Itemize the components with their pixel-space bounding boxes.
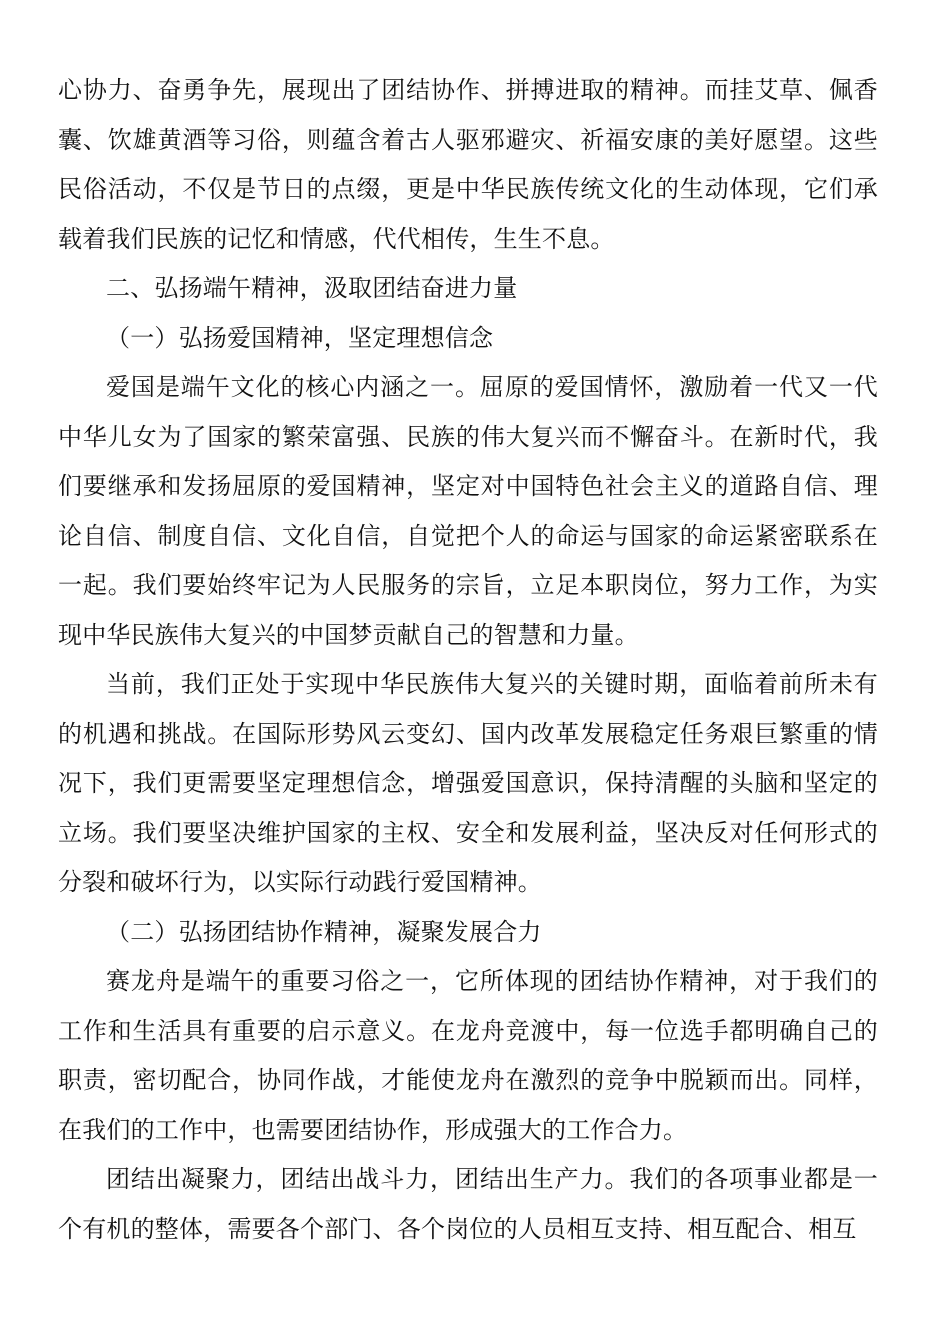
body-paragraph: 当前，我们正处于实现中华民族伟大复兴的关键时期，面临着前所未有的机遇和挑战。在国际形势风云变幻、国内改革发展稳定任务艰巨繁重的情况下，我们更需要坚定理想信念，增强爱国意识，保持清醒的头脑和坚定的立场。我们要坚决维护国家的主权、安全和发展利益，坚决反对任何形式的分裂和破坏行为，以实际行动践行爱国精神。 <box>58 670 878 896</box>
body-paragraph-continuation: 心协力、奋勇争先，展现出了团结协作、拼搏进取的精神。而挂艾草、佩香囊、饮雄黄酒等习俗，则蕴含着古人驱邪避灾、祈福安康的美好愿望。这些民俗活动，不仅是节日的点缀，更是中华民族传统文化的生动体现，它们承载着我们民族的记忆和情感，代代相传，生生不息。 <box>58 76 878 253</box>
subsection-heading: （二）弘扬团结协作精神，凝聚发展合力 <box>106 917 542 946</box>
body-paragraph: 团结出凝聚力，团结出战斗力，团结出生产力。我们的各项事业都是一个有机的整体，需要各个部门、各个岗位的人员相互支持、相互配合、相互 <box>58 1165 878 1243</box>
subsection-heading: （一）弘扬爱国精神，坚定理想信念 <box>106 323 494 352</box>
body-paragraph: 赛龙舟是端午的重要习俗之一，它所体现的团结协作精神，对于我们的工作和生活具有重要的启示意义。在龙舟竞渡中，每一位选手都明确自己的职责，密切配合，协同作战，才能使龙舟在激烈的竞争中脱颖而出。同样，在我们的工作中，也需要团结协作，形成强大的工作合力。 <box>58 967 878 1144</box>
body-paragraph: 爱国是端午文化的核心内涵之一。屈原的爱国情怀，激励着一代又一代中华儿女为了国家的繁荣富强、民族的伟大复兴而不懈奋斗。在新时代，我们要继承和发扬屈原的爱国精神，坚定对中国特色社会主义的道路自信、理论自信、制度自信、文化自信，自觉把个人的命运与国家的命运紧密联系在一起。我们要始终牢记为人民服务的宗旨，立足本职岗位，努力工作，为实现中华民族伟大复兴的中国梦贡献自己的智慧和力量。 <box>58 373 878 649</box>
document-body <box>58 66 878 1254</box>
section-heading: 二、弘扬端午精神，汲取团结奋进力量 <box>106 274 518 302</box>
